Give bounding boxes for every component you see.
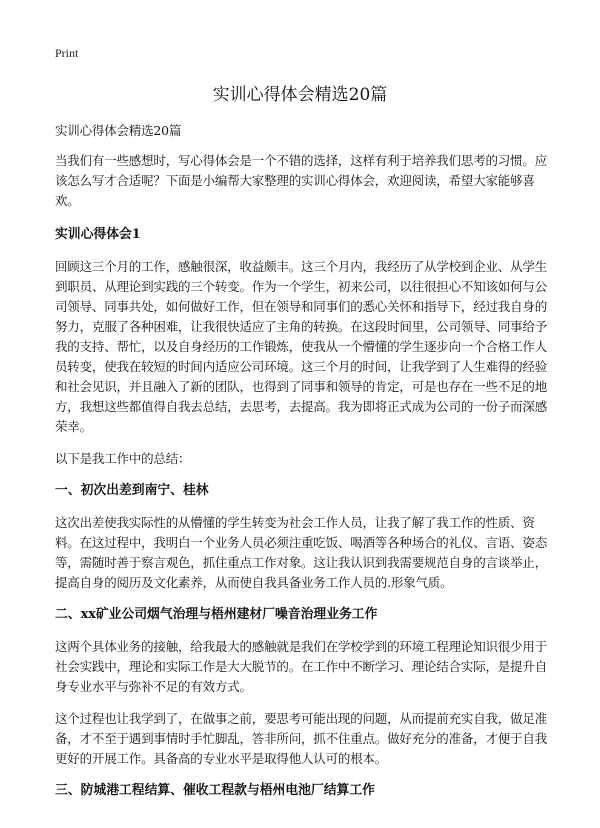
article-subtitle: 实训心得体会精选20篇 xyxy=(55,123,182,138)
print-link[interactable]: Print xyxy=(55,46,79,60)
intro-paragraph: 当我们有一些感想时，写心得体会是一个不错的选择，这样有利于培养我们思考的习惯。应该怎么写才合适呢？下面是小编帮大家整理的实训心得体会，欢迎阅读，希望大家能够喜欢。 xyxy=(55,153,548,208)
section-1-paragraph: 回顾这三个月的工作，感触很深，收益颇丰。这三个月内，我经历了从学校到企业、从学生到职员、从理论到实践的三个转变。作为一个学生，初来公司，以往很担心不知该如何与公司领导、同事共处，如何做好工作，但在领导和同事们的悉心关怀和指导下，经过我自身的努力，克服了各种困难，让我很快适应了主角的转换。在这段时间里，公司领导、同事给予我的支持、帮忙，以及自身经历的工作锻炼，使我从一个懵懂的学生逐步向一个合格工作人员转变，使我在较短的时间内适应公司环境。这三个月的时间，让我学到了人生难得的经验和社会见识，并且融入了新的团队，也得到了同事和领导的肯定，可是也存在一些不足的地方，我想这些都值得自我去总结，去思考，去提高。我为即将正式成为公司的一份子而深感荣幸。 xyxy=(55,259,548,434)
summary-line: 以下是我工作中的总结： xyxy=(55,451,191,466)
section-heading-1: 实训心得体会1 xyxy=(55,227,141,242)
paragraph-one: 这次出差使我实际性的从懵懂的学生转变为社会工作人员，让我了解了我工作的性质、资料。在这过程中，我明白一个业务人员必须注重吃饭、喝酒等各种场合的礼仪、言语、姿态等，需随时善于察言观色，抓住重点工作对象。这让我认识到我需要规范自身的言谈举止，提高自身的阅历及文化素养，从而使自我具备业务工作人员的.形象气质。 xyxy=(55,515,548,590)
paragraph-two-a: 这两个具体业务的接触，给我最大的感触就是我们在学校学到的环境工程理论知识很少用于社会实践中，理论和实际工作是大大脱节的。在工作中不断学习、理论结合实际，是提升自身专业水平与弥补不足的有效方式。 xyxy=(55,639,548,694)
article-body xyxy=(55,121,555,813)
subheading-two: 二、xx矿业公司烟气治理与梧州建材厂噪音治理业务工作 xyxy=(55,607,378,622)
subheading-one: 一、初次出差到南宁、桂林 xyxy=(55,483,209,498)
paragraph-two-b: 这个过程也让我学到了，在做事之前，要思考可能出现的问题，从而提前充实自我，做足准备，才不至于遇到事情时手忙脚乱，答非所问，抓不住重点。做好充分的准备，才便于自我更好的开展工作。具备高的专业水平是取得他人认可的根本。 xyxy=(55,711,548,766)
subheading-three: 三、防城港工程结算、催收工程款与梧州电池厂结算工作 xyxy=(55,783,375,798)
page-title: 实训心得体会精选20篇 xyxy=(212,85,388,105)
